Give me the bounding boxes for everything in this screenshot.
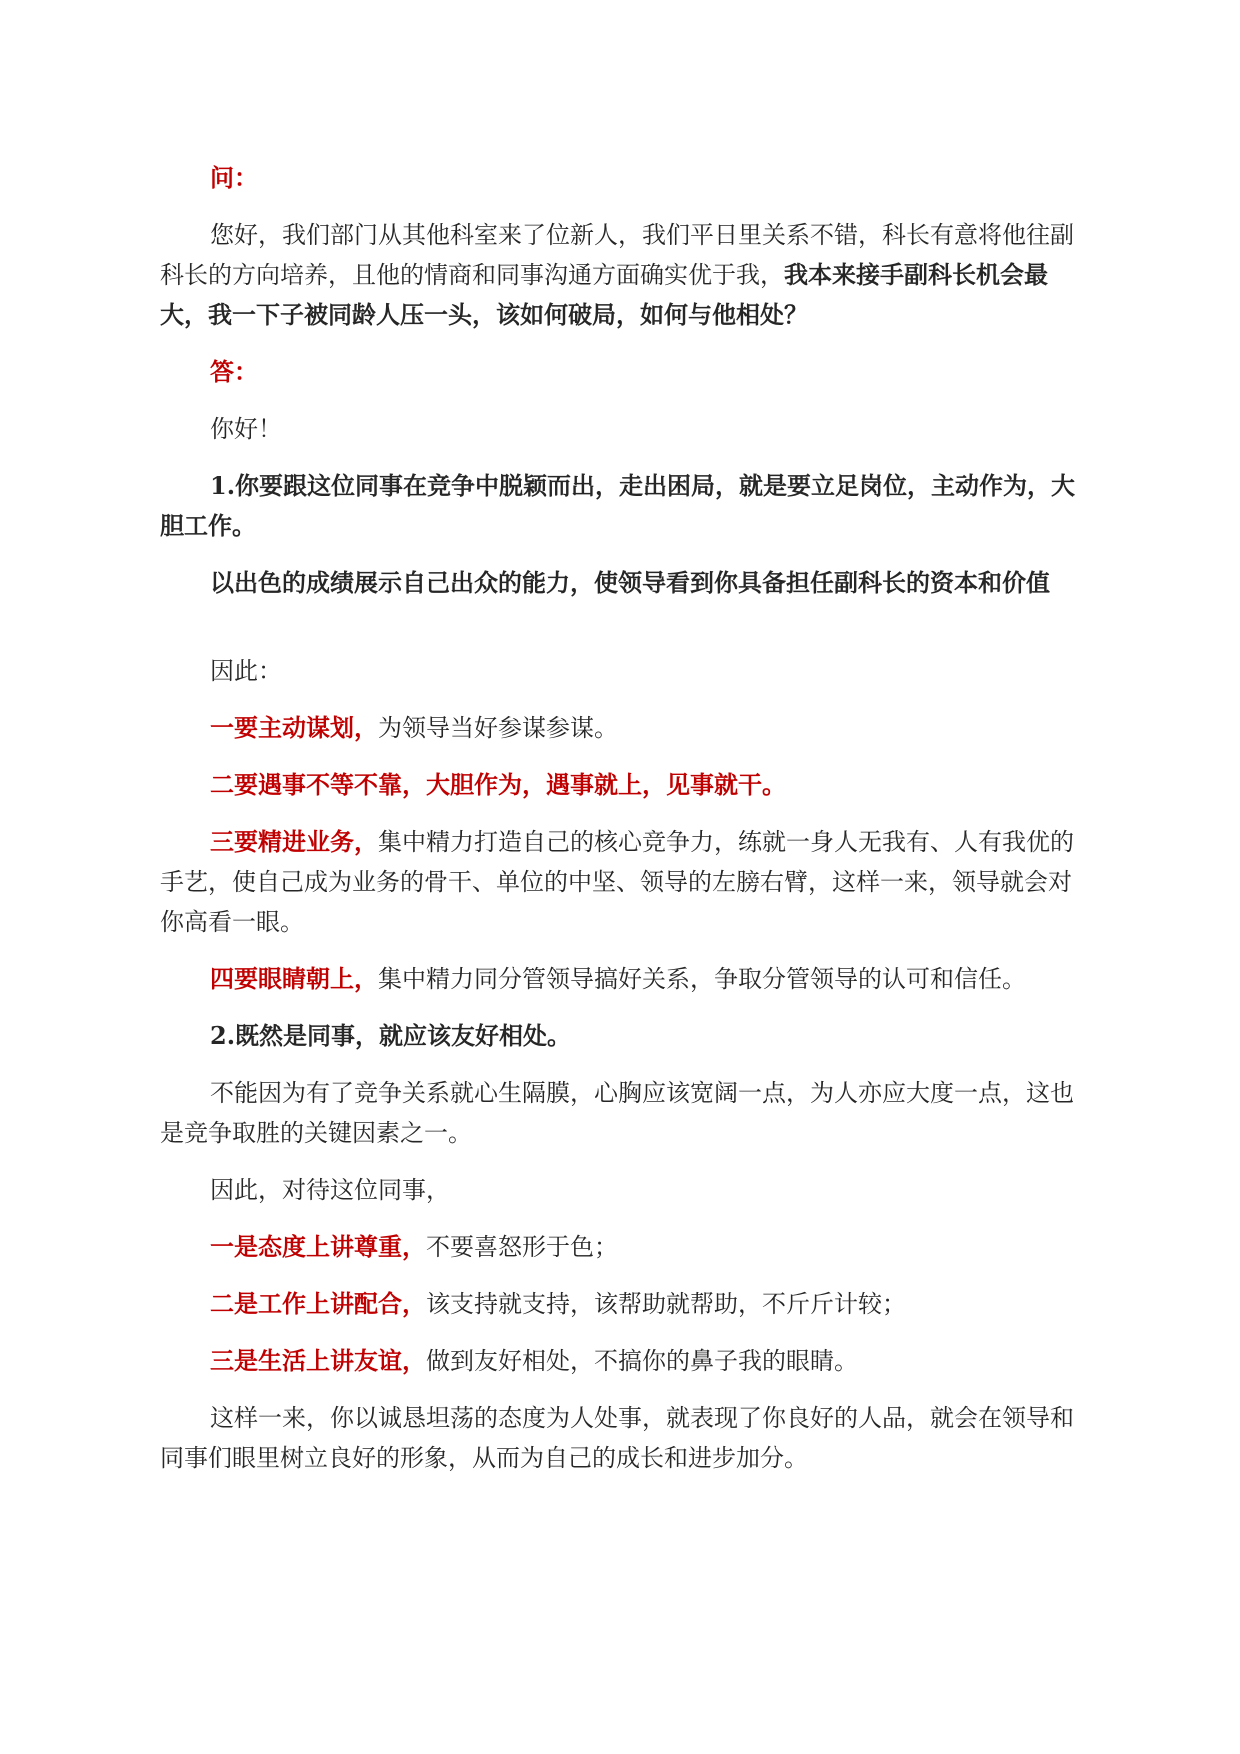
list-item-1-2 [160,765,1085,805]
therefore-2: 因此，对待这位同事， [210,1176,450,1204]
list-item-lead: 三是生活上讲友谊， [210,1346,426,1375]
spacer [160,620,1085,651]
question-paragraph [160,215,1085,335]
article-body [160,158,1085,1495]
answer-label: 答： [210,357,258,386]
list-item-2-2 [160,1284,1085,1324]
point-2-title: 2.既然是同事，就应该友好相处。 [210,1021,572,1050]
list-item-text: 集中精力打造自己的核心竞争力，练就一身人无我有、人有我优的手艺，使自己成为业务的骨干、单位的中坚、领导的左膀右臂，这样一来，领导就会对你高看一眼。 [160,828,1074,936]
list-item-1-4 [160,959,1085,999]
point-1-title: 1.你要跟这位同事在竞争中脱颖而出，走出困局，就是要立足岗位，主动作为，大胆工作。 [160,471,1076,540]
list-item-text: 该支持就支持，该帮助就帮助，不斤斤计较； [426,1290,906,1318]
list-item-lead: 一是态度上讲尊重， [210,1232,426,1261]
list-item-text: 集中精力同分管领导搞好关系，争取分管领导的认可和信任。 [378,965,1026,993]
therefore-1: 因此： [210,657,282,685]
list-item-text: 为领导当好参谋参谋。 [378,714,618,742]
list-item-lead: 一要主动谋划， [210,713,378,742]
list-item-2-1 [160,1227,1085,1267]
question-label-paragraph [160,158,1085,198]
answer-label-paragraph [160,352,1085,392]
point-2-body: 不能因为有了竞争关系就心生隔膜，心胸应该宽阔一点，为人亦应大度一点，这也是竞争取胜的关键因素之一。 [160,1079,1074,1147]
greeting: 你好！ [210,415,282,443]
question-emphasis: 我本来接手副科长机会最大，我一下子被同龄人压一头，该如何破局，如何与他相处？ [160,260,1048,329]
list-item-2-3 [160,1341,1085,1381]
list-item-lead: 四要眼睛朝上， [210,964,378,993]
question-label: 问： [210,163,258,192]
list-item-lead: 三要精进业务， [210,827,378,856]
point-1-subtitle: 以出色的成绩展示自己出众的能力，使领导看到你具备担任副科长的资本和价值 [210,568,1050,597]
list-item-lead: 二要遇事不等不靠，大胆作为，遇事就上，见事就干。 [210,770,786,799]
list-item-1-1 [160,708,1085,748]
list-item-lead: 二是工作上讲配合， [210,1289,426,1318]
list-item-text: 不要喜怒形于色； [426,1233,618,1261]
list-item-text: 做到友好相处，不搞你的鼻子我的眼睛。 [426,1347,858,1375]
conclusion: 这样一来，你以诚恳坦荡的态度为人处事，就表现了你良好的人品，就会在领导和同事们眼里树立良好的形象，从而为自己的成长和进步加分。 [160,1404,1074,1472]
question-text: 您好，我们部门从其他科室来了位新人，我们平日里关系不错，科长有意将他往副科长的方向培养，且他的情商和同事沟通方面确实优于我， [160,221,1074,289]
list-item-1-3 [160,822,1085,942]
